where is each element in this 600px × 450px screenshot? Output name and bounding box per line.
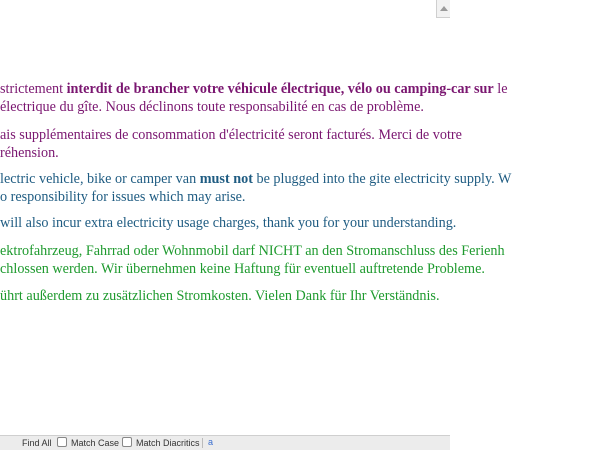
german-paragraph-2 [0, 287, 600, 305]
document-content [0, 76, 512, 428]
find-bar-separator [202, 438, 203, 448]
match-case-checkbox[interactable] [57, 437, 67, 447]
match-case-label: Match Case [71, 438, 120, 448]
scroll-up-arrow-icon[interactable] [436, 0, 450, 18]
find-bar [0, 435, 450, 450]
match-diacritics-label: Match Diacritics [136, 438, 200, 448]
english-bold-phrase: must not [199, 171, 253, 187]
german-paragraph-1 [0, 242, 600, 278]
document-top-bar [0, 0, 450, 18]
german-line-3: ührt außerdem zu zusätzlichen Stromkosten. Vielen Dank für Ihr Verständnis. [0, 288, 440, 304]
match-diacritics-checkbox[interactable] [122, 437, 132, 447]
french-line-2: électrique du gîte. Nous déclinons toute responsabilité en cas de problème. [0, 99, 424, 115]
french-line-1: strictement interdit de brancher votre véhicule électrique, vélo ou camping-car sur le [0, 81, 508, 97]
match-diacritics-option[interactable] [122, 437, 200, 449]
english-line-1: lectric vehicle, bike or camper van must not be plugged into the gite electricity supply. W [0, 171, 512, 187]
german-line-2: chlossen werden. Wir übernehmen keine Haftung für eventuell auftretende Probleme. [0, 261, 485, 277]
french-paragraph-2 [0, 126, 600, 162]
french-line-4: réhension. [0, 145, 59, 161]
english-paragraph-2 [0, 214, 600, 232]
english-line-2: o responsibility for issues which may arise. [0, 189, 246, 205]
find-options-icon[interactable]: a [208, 437, 214, 447]
french-line-3: ais supplémentaires de consommation d'électricité seront facturés. Merci de votre [0, 127, 462, 143]
french-paragraph-1 [0, 80, 600, 116]
english-line-3: will also incur extra electricity usage charges, thank you for your understanding. [0, 215, 457, 231]
french-bold-phrase: interdit de brancher votre véhicule électrique, vélo ou camping-car sur [66, 81, 494, 97]
find-all-button[interactable]: Find All [22, 438, 52, 448]
match-case-option[interactable] [57, 437, 119, 449]
english-paragraph-1 [0, 170, 600, 206]
german-line-1: ektrofahrzeug, Fahrrad oder Wohnmobil darf NICHT an den Stromanschluss des Ferienh [0, 243, 505, 259]
